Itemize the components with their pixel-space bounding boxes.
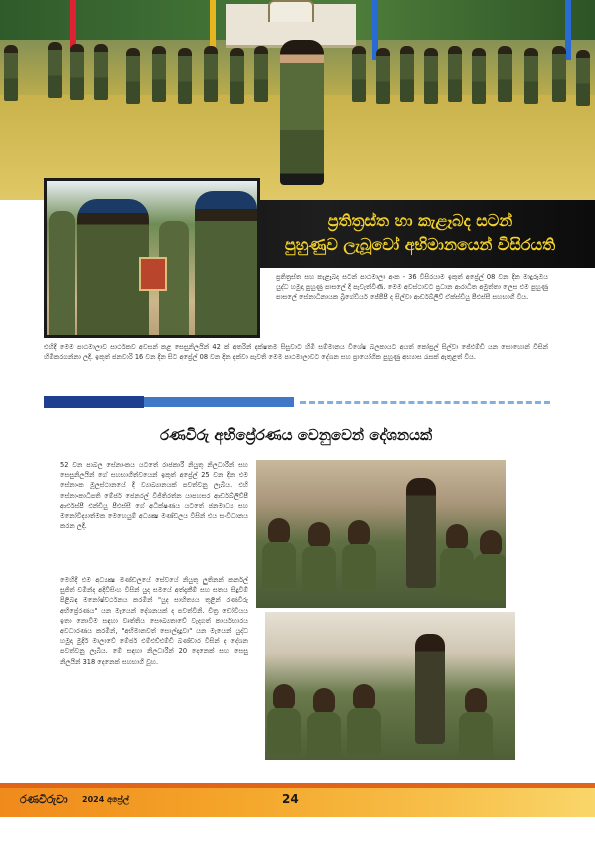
attendee-head bbox=[446, 524, 468, 550]
page-number: 24 bbox=[282, 792, 299, 806]
soldier-figure bbox=[230, 48, 244, 104]
article1-paragraph-1: ප්‍රතිත්‍රස්ත සහ කැළෑබද සටන් පාඨමාලා අංක - 36 විසිරයාම ඉකුත් අප්‍රේල් 08 වන දින මාදුරුඔය යුද්ධ හමුදා පුහුණු පාසලේ දී පැවැත්විණි. මෙම අවස්ථාවට ප්‍රධාන ආරාධිත අමුත්තා ලෙස එම පුහුණු පාසලේ සේනාධිනායක බ්‍රිගේඩියර් ජේපීපී ද සිල්වා ආර්ඩබ්ලිව් ඒක්ස්ඩියු පීඑස්සී සහභාගී විය. bbox=[276, 273, 548, 302]
attendee-head bbox=[308, 522, 330, 548]
article1-paragraph-2: එහිදී මෙම පාඨමාලාව සාර්ථකව අවසන් කළ සෙසුනිලයින් 42 ක් අතරින් දක්ෂතම සිසුවාට හිමි සම්මානය විශේෂ බලකායට අයත් කෝප්‍රල් සිල්වා ජේඑම්ඩී යන සොහොන් විසින් හිමිකරගන්නා ලදී. ඉකුත් ජනවාරි 16 වන දින සිට අප්‍රේල් 08 වන දින දක්වා පැවති මෙම පාඨමාලාවට දේශන සහ ප්‍රායෝගික පුහුණු අභ්‍යාස රැසක් ඇතුළත් විය. bbox=[44, 343, 548, 362]
article2-paragraph-1: 52 වන පාබල සේනාංකය යටතේ රාජකාරී නියුතු නිලධාරීන් සහ සෙසුනිලයින් ගේ සහභාගීත්වයෙන් ඉකුත් අප්‍රේල් 25 වන දින එම සේනාංක මූලස්ථානයේ දී ව්‍යාඛ්‍යානයක් පවත්වනු ලැබිය. එහි සේනාංකාධිපති මේජර් ජෙනරල් විජිතිරත්න යාපහසර ආර්ඩබ්ලිව්පී ආර්එස්පී එන්ඩීයු පීඑස්සී ගේ අධීක්ෂණය යටතේ ජනමාධ්‍ය සහ මනෝවිද්‍යාත්මක මෙහෙයුම් අධ්‍යක්‍ෂ මණ්ඩලය විසින් එය සංවිධානය කරන ලදී. bbox=[60, 461, 248, 531]
article1-title-line1: ප්‍රතිත්‍රස්ත හා කැළෑබද සටන් bbox=[327, 211, 513, 230]
award-plaque bbox=[139, 257, 167, 291]
soldier-figure bbox=[498, 46, 512, 102]
footer-top-line bbox=[0, 783, 595, 788]
soldier-figure bbox=[524, 48, 538, 104]
attendee-body bbox=[347, 708, 381, 754]
attendee-body bbox=[267, 708, 301, 754]
soldier-figure bbox=[254, 46, 268, 102]
attendee-head bbox=[313, 688, 335, 714]
soldier-figure bbox=[552, 46, 566, 102]
soldier-figure bbox=[448, 46, 462, 102]
article1-title-line2: පුහුණුව ලැබූවෝ අභිමානයෙන් විසිරයති bbox=[284, 235, 556, 254]
soldier-figure bbox=[152, 46, 166, 102]
soldier-figure bbox=[70, 44, 84, 100]
attendee-body bbox=[440, 548, 474, 594]
recipient-figure bbox=[195, 191, 257, 338]
soldier-figure bbox=[204, 46, 218, 102]
attendee-head bbox=[348, 520, 370, 546]
person-figure bbox=[49, 211, 75, 338]
award-presentation-photo bbox=[44, 178, 260, 338]
divider-dark-bar bbox=[44, 396, 144, 408]
lecturer-figure bbox=[415, 634, 445, 744]
attendee-head bbox=[480, 530, 502, 556]
soldier-figure bbox=[376, 48, 390, 104]
attendee-head bbox=[465, 688, 487, 714]
attendee-body bbox=[459, 712, 493, 758]
divider-light-bar bbox=[144, 397, 294, 407]
magazine-name: රණවිරුවා bbox=[20, 793, 68, 806]
soldier-figure bbox=[472, 48, 486, 104]
soldier-figure bbox=[94, 44, 108, 100]
attendee-head bbox=[353, 684, 375, 710]
soldier-figure bbox=[400, 46, 414, 102]
attendee-body bbox=[307, 712, 341, 758]
soldier-figure bbox=[48, 42, 62, 98]
lecture-photo-1 bbox=[256, 460, 506, 608]
attendee-body bbox=[302, 546, 336, 592]
attendee-body bbox=[474, 554, 506, 600]
lecturer-figure bbox=[406, 478, 436, 588]
soldier-figure bbox=[4, 45, 18, 101]
issue-date: 2024 අප්‍රේල් bbox=[82, 795, 129, 804]
soldier-figure bbox=[178, 48, 192, 104]
attendee-head bbox=[268, 518, 290, 544]
attendee-body bbox=[262, 542, 296, 588]
parade-photo bbox=[0, 0, 595, 200]
attendee-body bbox=[342, 544, 376, 590]
building-roof bbox=[268, 0, 314, 22]
soldier-figure bbox=[424, 48, 438, 104]
soldier-figure bbox=[352, 46, 366, 102]
soldier-figure bbox=[126, 48, 140, 104]
commanding-officer-figure bbox=[280, 40, 324, 185]
article2-paragraph-2: මෙහිදී එම අධ්‍යක්‍ෂ මණ්ඩලයේ සේවයේ නියුතු ලුතිනන් කර්නල් සුජිත් චමින්ද අදිවීසිංහ විසින් යුද සමයේ අත්දැකීම් සහ සතය සිදුවීම් පිළිබඳ මනෝෂ්වර්ථනය කරමින් "යුද සාහිත්‍යය තුළින් රණවිරු අභිප්‍රේරණය" යන මැයෙන් දේශනයක් ද පවත්විනි. චිත්‍ර ඩෝවියය ඉතා නොවිම සඳහා වෘත්තිය සෞඛ්‍යතාවේ වැදගත් කාර්යභාරය අවධාරණය කරමින්, "අභිමානවත් සොල්දාදුවා" යන මැයෙන් යුද්ධ හමුදා මුදිර් මාලාවේ මේජර් එම්එච්එම්ඩී බණ්ඩාර විසින් ද දේශන පවත්වනු ලැබිය. මේ සඳහා නිලධාරීන් 20 දෙනෙක් සහ සෙසු නිලයින් 318 දෙනෙක් සහභාගී වූහ. bbox=[60, 576, 248, 666]
lecture-photo-2 bbox=[265, 612, 515, 760]
soldier-figure bbox=[576, 50, 590, 106]
article2-title: රණවිරු අභිප්‍රේරණය වෙනුවෙන් දේශනයක් bbox=[159, 426, 433, 444]
attendee-head bbox=[273, 684, 295, 710]
divider-dashed-line bbox=[300, 401, 550, 404]
